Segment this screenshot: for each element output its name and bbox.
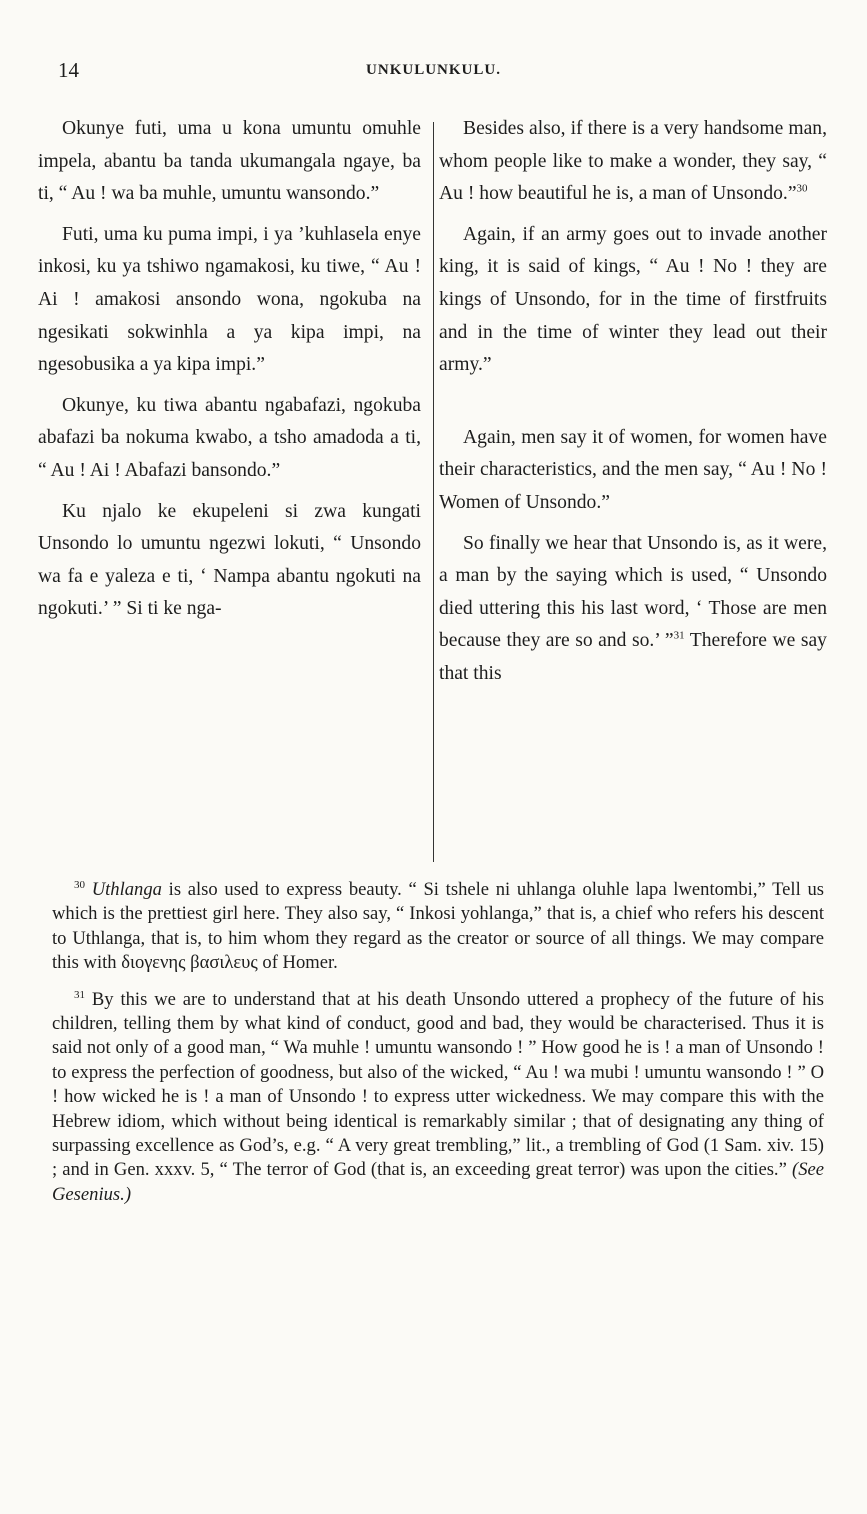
english-paragraph-2: Again, if an army goes out to invade another king, it is said of kings, “ Au ! No ! they are kings of Unsondo, for in the time of firstfruits and in the time of winter they lead out their army.” — [439, 223, 827, 376]
english-paragraph-1 — [439, 113, 827, 211]
footnote-30 — [52, 878, 824, 976]
footnote-30-text: is also used to express beauty. “ Si tshele ni uhlanga oluhle lapa lwentombi,” Tell us which is the prettiest girl here. They also say, “ Inkosi yohlanga,” that is, a chief who refers his descent to Uthlanga, that is, to him whom they regard as the creator or source of all things. We may compare this with διογενης βασιλευς of Homer. — [52, 879, 824, 974]
english-paragraph-4 — [439, 528, 827, 691]
footnote-31-number: 31 — [74, 988, 85, 1001]
page-header — [0, 58, 867, 88]
zulu-paragraph-4: Ku njalo ke ekupeleni si zwa kungati Unsondo lo umuntu ngezwi lokuti, “ Unsondo wa fa e yaleza e ti, ‘ Nampa abantu ngokuti na ngokuti.’ ” Si ti ke nga- — [38, 500, 421, 620]
footnotes — [52, 878, 824, 1207]
english-paragraph-4-text: So finally we hear that Unsondo is, as it were, a man by the saying which is used, “ Unsondo died uttering this his last word, ‘ Those are men because they are so and so.’ ” — [439, 532, 827, 652]
footnote-ref-31: 31 — [673, 629, 685, 642]
footnote-31 — [52, 988, 824, 1208]
zulu-column — [38, 113, 421, 626]
zulu-paragraph-1: Okunye futi, uma u kona umuntu omuhle impela, abantu ba tanda ukumangala ngaye, ba ti, “ Au ! wa ba muhle, umuntu wansondo.” — [38, 118, 421, 205]
zulu-paragraph-3: Okunye, ku tiwa abantu ngabafazi, ngokuba abafazi ba nokuma kwabo, a tsho amadoda a ti, “ Au ! Ai ! Abafazi bansondo.” — [38, 394, 421, 481]
english-paragraph-3: Again, men say it of women, for women have their characteristics, and the men say, “ Au ! No ! Women of Unsondo.” — [439, 426, 827, 513]
zulu-paragraph-2: Futi, uma ku puma impi, i ya ’kuhlasela enye inkosi, ku ya tshiwo ngamakosi, ku tiwe, “ Au ! Ai ! amakosi ansondo wona, ngokuba na ngesikati sokwinhla a ya kipa impi, na ngesobusika a ya kipa impi.” — [38, 223, 421, 376]
english-column — [439, 113, 827, 691]
page-number: 14 — [58, 58, 79, 82]
handwritten-note: (See Gesenius.) — [52, 1159, 824, 1205]
footnote-30-number: 30 — [74, 878, 85, 891]
english-paragraph-4-continuation: Therefore we say that this — [439, 630, 827, 684]
english-paragraph-1-text: Besides also, if there is a very handsome man, whom people like to make a wonder, they say, “ Au ! how beautiful he is, a man of Unsondo.” — [439, 118, 827, 205]
footnote-31-text: By this we are to understand that at his death Unsondo uttered a prophecy of the future of his children, telling them by what kind of conduct, good and bad, they would be characterised. Thus it is said not only of a good man, “ Wa muhle ! umuntu wansondo ! ” How good he is ! a man of Unsondo ! to express the perfection of goodness, but also of the wicked, “ Au ! wa mubi ! umuntu wansondo ! ” O ! how wicked he is ! a man of Unsondo ! to express utter wickedness. We may compare this with the Hebrew idiom, which without being identical is remarkably similar ; that of designating any thing of surpassing excellence as God’s, e.g. “ A very great trembling,” lit., a trembling of God (1 Sam. xiv. 15) ; and in Gen. xxxv. 5, “ The terror of God (that is, an exceeding great terror) was upon the cities.” — [52, 988, 824, 1181]
column-divider — [433, 122, 434, 862]
footnote-30-term: Uthlanga — [91, 879, 162, 900]
footnote-ref-30: 30 — [796, 182, 808, 195]
running-title: UNKULUNKULU. — [366, 62, 501, 78]
